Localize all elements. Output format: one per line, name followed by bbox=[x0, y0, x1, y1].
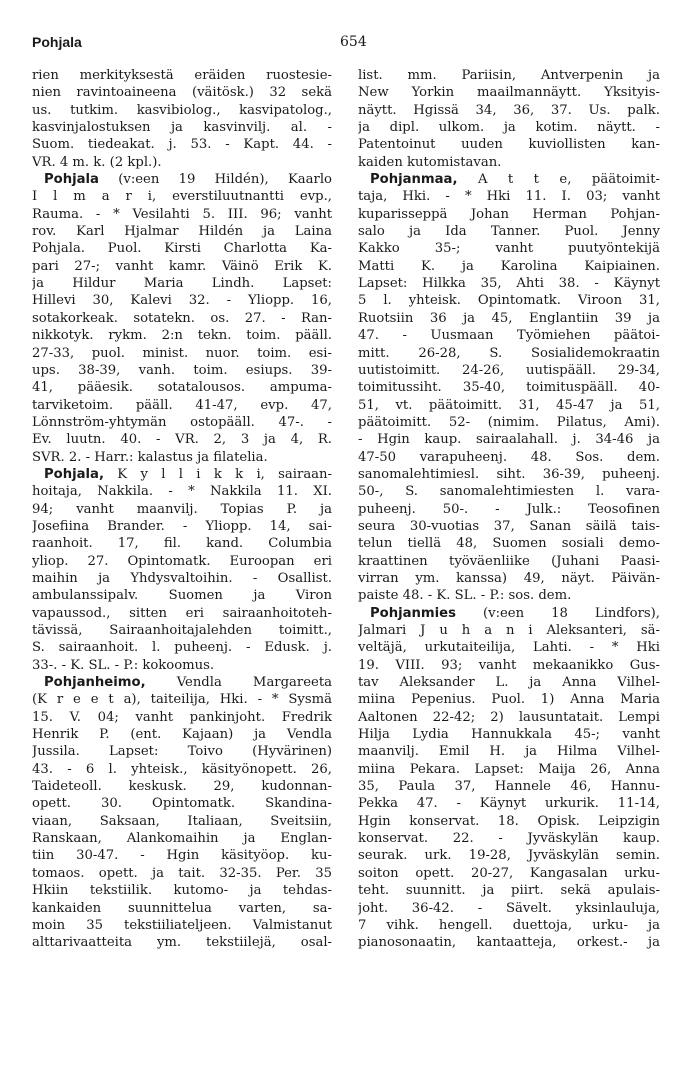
line-text: Lönnström-yhtymän ostopääll. 47-. - bbox=[32, 414, 332, 430]
text-line bbox=[358, 466, 660, 483]
line-text: pianosonaatin, kantaatteja, orkest.- ja bbox=[358, 935, 660, 951]
line-text: telun tiellä 48, Suomen sosiali demo- bbox=[358, 536, 660, 552]
text-line bbox=[32, 743, 332, 760]
line-text: maanvilj. Emil H. ja Hilma Vilhel- bbox=[358, 744, 660, 760]
text-line bbox=[32, 639, 332, 656]
text-line bbox=[32, 813, 332, 830]
text-line bbox=[358, 102, 660, 119]
line-text: kraattinen työväenliike (Juhani Paasi- bbox=[358, 553, 660, 569]
text-line bbox=[32, 362, 332, 379]
line-text: nien ravintoaineena (väitösk.) 32 sekä bbox=[32, 85, 332, 101]
text-line bbox=[358, 813, 660, 830]
text-line bbox=[358, 275, 660, 292]
line-text: vapaussod., sitten eri sairaanhoitoteh- bbox=[32, 605, 332, 621]
line-text: Ev. luutn. 40. - VR. 2, 3 ja 4, R. bbox=[32, 432, 332, 448]
line-text: opett. 30. Opintomatk. Skandina- bbox=[32, 796, 332, 812]
line-text: kaiden kutomistavan. bbox=[358, 154, 502, 170]
text-line bbox=[358, 709, 660, 726]
text-line bbox=[32, 119, 332, 136]
line-text: tiin 30-47. - Hgin käsityöop. ku- bbox=[32, 848, 332, 864]
text-line bbox=[32, 292, 332, 309]
line-text: 41, pääesik. sotatalousos. ampuma- bbox=[32, 380, 332, 396]
text-line bbox=[358, 397, 660, 414]
entry-headword: Pohjanmies bbox=[370, 605, 456, 621]
right-column bbox=[358, 67, 660, 952]
line-text: Jussila. Lapset: Toivo (Hyvärinen) bbox=[32, 744, 332, 760]
text-line bbox=[358, 553, 660, 570]
text-line bbox=[32, 397, 332, 414]
text-line bbox=[32, 553, 332, 570]
text-line bbox=[32, 327, 332, 344]
text-line bbox=[32, 622, 332, 639]
line-text: tav Aleksander L. ja Anna Vilhel- bbox=[358, 675, 660, 691]
text-line bbox=[358, 795, 660, 812]
line-text: Kakko 35-; vanht puutyöntekijä bbox=[358, 241, 660, 257]
line-text: A t t e, päätoimit- bbox=[457, 172, 660, 188]
line-text: salo ja Ida Tanner. Puol. Jenny bbox=[358, 224, 660, 240]
line-text: yliop. 27. Opintomatk. Euroopan eri bbox=[32, 553, 332, 569]
text-line bbox=[358, 67, 660, 84]
line-text: K y l l i k k i, sairaan- bbox=[103, 466, 332, 482]
text-line bbox=[358, 171, 660, 188]
line-text: Ranskaan, Alankomaihin ja Englan- bbox=[32, 831, 332, 847]
text-line bbox=[358, 605, 660, 622]
text-line bbox=[32, 171, 332, 188]
line-text: S. sairaanhoit. l. puheenj. - Edusk. j. bbox=[32, 640, 332, 656]
text-line bbox=[32, 709, 332, 726]
running-head: Pohjala bbox=[32, 34, 82, 50]
text-line bbox=[358, 743, 660, 760]
line-text: Jalmari J u h a n i Aleksanteri, sä- bbox=[358, 623, 660, 638]
text-line bbox=[358, 154, 660, 171]
line-text: sotakorkeak. sotatekn. os. 27. - Ran- bbox=[32, 310, 332, 326]
line-text: Rauma. - * Vesilahti 5. III. 96; vanht bbox=[32, 206, 332, 222]
line-text: virran ym. kanssa) 49, näyt. Päivän- bbox=[358, 570, 660, 586]
line-text: 43. - 6 l. yhteisk., käsityönopett. 26, bbox=[32, 761, 332, 777]
text-line bbox=[358, 830, 660, 847]
line-text: tävissä, Sairaanhoitajalehden toimitt., bbox=[32, 623, 332, 638]
line-text: (v:een 18 Lindfors), bbox=[455, 605, 660, 621]
line-text: Suom. tiedeakat. j. 53. - Kapt. 44. - bbox=[32, 137, 332, 153]
line-text: näytt. Hgissä 34, 36, 37. Us. palk. bbox=[358, 102, 660, 118]
line-text: seurak. urk. 19-28, Jyväskylän semin. bbox=[358, 848, 660, 864]
line-text: SVR. 2. - Harr.: kalastus ja filatelia. bbox=[32, 449, 268, 465]
entry-headword: Pohjala, bbox=[44, 466, 104, 482]
line-text: toimitussiht. 35-40, toimituspääll. 40- bbox=[358, 380, 660, 396]
text-line bbox=[32, 674, 332, 691]
text-line bbox=[358, 570, 660, 587]
text-line bbox=[358, 449, 660, 466]
line-text: 50-, S. sanomalehtimiesten l. vara- bbox=[358, 484, 660, 500]
text-line bbox=[358, 518, 660, 535]
text-line bbox=[32, 223, 332, 240]
line-text: Patentoinut uuden kuviollisten kan- bbox=[358, 137, 660, 153]
line-text: VR. 4 m. k. (2 kpl.). bbox=[32, 154, 162, 170]
text-line bbox=[32, 310, 332, 327]
text-line bbox=[32, 466, 332, 483]
text-line bbox=[32, 726, 332, 743]
text-line bbox=[32, 102, 332, 119]
line-text: Henrik P. (ent. Kajaan) ja Vendla bbox=[32, 727, 332, 743]
line-text: Lapset: Hilkka 35, Ahti 38. - Käynyt bbox=[358, 276, 660, 292]
line-text: sanomalehtimiesl. siht. 36-39, puheenj. bbox=[358, 466, 660, 482]
line-text: Hkiin tekstiilik. kutomo- ja tehdas- bbox=[32, 883, 332, 899]
text-line bbox=[32, 587, 332, 604]
text-line bbox=[32, 431, 332, 448]
line-text: miina Pekara. Lapset: Maija 26, Anna bbox=[358, 761, 660, 777]
text-line bbox=[358, 310, 660, 327]
text-line bbox=[358, 362, 660, 379]
line-text: 15. V. 04; vanht pankinjoht. Fredrik bbox=[32, 709, 332, 725]
text-line bbox=[32, 206, 332, 223]
line-text: alttarivaatteita ym. tekstiilejä, osal- bbox=[32, 935, 332, 951]
text-line bbox=[32, 691, 332, 708]
text-line bbox=[32, 518, 332, 535]
text-line bbox=[32, 240, 332, 257]
line-text: 33-. - K. SL. - P.: kokoomus. bbox=[32, 657, 215, 673]
line-text: 7 vihk. hengell. duettoja, urku- ja bbox=[358, 917, 660, 933]
text-line bbox=[358, 778, 660, 795]
text-line bbox=[32, 917, 332, 934]
line-text: seura 30-vuotias 37, Sanan säilä tais- bbox=[358, 518, 660, 534]
text-line bbox=[358, 345, 660, 362]
line-text: (v:een 19 Hildén), Kaarlo bbox=[98, 172, 332, 188]
text-line bbox=[358, 691, 660, 708]
line-text: ja dipl. ulkom. ja kotim. näytt. - bbox=[358, 120, 660, 136]
line-text: 35, Paula 37, Hannele 46, Hannu- bbox=[358, 779, 660, 795]
text-line bbox=[32, 414, 332, 431]
line-text: paiste 48. - K. SL. - P.: sos. dem. bbox=[358, 588, 572, 604]
text-line bbox=[358, 900, 660, 917]
text-line bbox=[32, 84, 332, 101]
line-text: konservat. 22. - Jyväskylän kaup. bbox=[358, 831, 660, 847]
text-line bbox=[32, 570, 332, 587]
page-number: 654 bbox=[340, 34, 367, 50]
line-text: us. tutkim. kasvibiolog., kasvipatolog., bbox=[32, 102, 332, 118]
text-line bbox=[358, 674, 660, 691]
line-text: soiton opett. 20-27, Kangasalan urku- bbox=[358, 865, 660, 881]
line-text: veltäjä, urkutaiteilija, Lahti. - * Hki bbox=[358, 640, 660, 656]
text-line bbox=[358, 657, 660, 674]
text-line bbox=[358, 119, 660, 136]
line-text: teht. suunnitt. ja piirt. sekä apulais- bbox=[358, 883, 660, 899]
text-line bbox=[32, 605, 332, 622]
text-line bbox=[358, 379, 660, 396]
text-line bbox=[358, 726, 660, 743]
line-text: Aaltonen 22-42; 2) lausuntatait. Lempi bbox=[358, 709, 660, 725]
line-text: pari 27-; vanht kamr. Väinö Erik K. bbox=[32, 258, 332, 274]
text-line bbox=[358, 431, 660, 448]
line-text: 27-33, puol. minist. nuor. toim. esi- bbox=[32, 345, 332, 361]
line-text: joht. 36-42. - Sävelt. yksinlauluja, bbox=[358, 900, 660, 916]
line-text: nikkotyk. rykm. 2:n tekn. toim. pääll. bbox=[32, 328, 332, 344]
line-text: Hgin konservat. 18. Opisk. Leipzigin bbox=[358, 813, 660, 829]
line-text: miina Pepenius. Puol. 1) Anna Maria bbox=[358, 692, 660, 708]
line-text: Pekka 47. - Käynyt urkurik. 11-14, bbox=[358, 796, 660, 812]
text-line bbox=[358, 501, 660, 518]
line-text: 5 l. yhteisk. Opintomatk. Viroon 31, bbox=[358, 293, 660, 309]
text-line bbox=[358, 258, 660, 275]
text-line bbox=[32, 67, 332, 84]
text-line bbox=[32, 900, 332, 917]
text-line bbox=[32, 657, 332, 674]
text-line bbox=[358, 865, 660, 882]
line-text: kasvinjalostuksen ja kasvinvilj. al. - bbox=[32, 120, 332, 136]
left-column bbox=[32, 67, 332, 952]
text-line bbox=[358, 136, 660, 153]
text-line bbox=[358, 483, 660, 500]
text-line bbox=[32, 501, 332, 518]
line-text: 19. VIII. 93; vanht mekaanikko Gus- bbox=[358, 657, 660, 673]
line-text: mitt. 26-28, S. Sosialidemokraatin bbox=[358, 345, 660, 361]
text-line bbox=[32, 882, 332, 899]
line-text: uutistoimitt. 24-26, uutispääll. 29-34, bbox=[358, 362, 660, 378]
text-line bbox=[358, 882, 660, 899]
text-line bbox=[358, 414, 660, 431]
line-text: ja Hildur Maria Lindh. Lapset: bbox=[32, 276, 332, 292]
text-line bbox=[32, 154, 332, 171]
line-text: (K r e e t a), taiteilija, Hki. - * Sysmä bbox=[32, 692, 332, 708]
text-line bbox=[32, 483, 332, 500]
entry-headword: Pohjala bbox=[44, 172, 99, 188]
text-line bbox=[32, 136, 332, 153]
line-text: moin 35 tekstiiliateljeen. Valmistanut bbox=[32, 917, 332, 933]
line-text: Josefiina Brander. - Yliopp. 14, sai- bbox=[32, 518, 332, 534]
line-text: kankaiden suunnittelua varten, sa- bbox=[32, 900, 332, 916]
line-text: rien merkityksestä eräiden ruostesie- bbox=[32, 68, 332, 83]
line-text: 47-50 varapuheenj. 48. Sos. dem. bbox=[358, 449, 660, 465]
page-header bbox=[32, 34, 658, 54]
text-line bbox=[358, 84, 660, 101]
text-line bbox=[358, 761, 660, 778]
text-line bbox=[32, 847, 332, 864]
text-line bbox=[358, 587, 660, 604]
line-text: list. mm. Pariisin, Antverpenin ja bbox=[358, 68, 660, 83]
text-line bbox=[358, 206, 660, 223]
text-line bbox=[32, 934, 332, 951]
line-text: Pohjala. Puol. Kirsti Charlotta Ka- bbox=[32, 241, 332, 257]
text-line bbox=[32, 449, 332, 466]
text-line bbox=[32, 379, 332, 396]
line-text: 94; vanht maanvilj. Topias P. ja bbox=[32, 501, 332, 517]
line-text: tarviketoim. pääll. 41-47, evp. 47, bbox=[32, 397, 332, 413]
text-line bbox=[32, 795, 332, 812]
line-text: kuparisseppä Johan Herman Pohjan- bbox=[358, 206, 660, 222]
line-text: tomaos. opett. ja tait. 32-35. Per. 35 bbox=[32, 865, 332, 881]
line-text: New Yorkin maailmannäytt. Yksityis- bbox=[358, 85, 660, 101]
line-text: 47. - Uusmaan Työmiehen päätoi- bbox=[358, 328, 660, 344]
text-line bbox=[358, 917, 660, 934]
line-text: Hilja Lydia Hannukkala 45-; vanht bbox=[358, 727, 660, 743]
line-text: Vendla Margareeta bbox=[145, 675, 332, 691]
line-text: I l m a r i, everstiluutnantti evp., bbox=[32, 189, 332, 205]
line-text: viaan, Saksaan, Italiaan, Sveitsiin, bbox=[32, 813, 332, 829]
text-line bbox=[358, 240, 660, 257]
text-line bbox=[358, 622, 660, 639]
line-text: puheenj. 50-. - Julk.: Teosofinen bbox=[358, 501, 660, 517]
line-text: raanhoit. 17, fil. kand. Columbia bbox=[32, 536, 332, 552]
line-text: taja, Hki. - * Hki 11. I. 03; vanht bbox=[358, 189, 660, 205]
text-line bbox=[358, 639, 660, 656]
line-text: Ruotsiin 36 ja 45, Englantiin 39 ja bbox=[358, 310, 660, 326]
line-text: ambulanssipalv. Suomen ja Viron bbox=[32, 588, 332, 604]
text-line bbox=[32, 188, 332, 205]
text-line bbox=[358, 847, 660, 864]
text-line bbox=[358, 292, 660, 309]
text-line bbox=[32, 258, 332, 275]
line-text: hoitaja, Nakkila. - * Nakkila 11. XI. bbox=[32, 484, 332, 500]
text-line bbox=[32, 535, 332, 552]
text-line bbox=[32, 275, 332, 292]
line-text: päätoimitt. 52- (nimim. Pilatus, Ami). bbox=[358, 414, 660, 430]
line-text: Matti K. ja Karolina Kaipiainen. bbox=[358, 258, 660, 274]
line-text: Hillevi 30, Kalevi 32. - Yliopp. 16, bbox=[32, 293, 332, 309]
line-text: rov. Karl Hjalmar Hildén ja Laina bbox=[32, 224, 332, 240]
text-line bbox=[32, 865, 332, 882]
text-line bbox=[358, 535, 660, 552]
line-text: - Hgin kaup. sairaalahall. j. 34-46 ja bbox=[358, 432, 660, 448]
line-text: maihin ja Yhdysvaltoihin. - Osallist. bbox=[32, 570, 332, 586]
entry-headword: Pohjanheimo, bbox=[44, 675, 146, 691]
text-line bbox=[32, 830, 332, 847]
text-line bbox=[32, 345, 332, 362]
text-line bbox=[32, 761, 332, 778]
text-line bbox=[358, 934, 660, 951]
line-text: Taideteoll. keskusk. 29, kudonnan- bbox=[32, 779, 332, 795]
text-line bbox=[32, 778, 332, 795]
text-line bbox=[358, 223, 660, 240]
line-text: 51, vt. päätoimitt. 31, 45-47 ja 51, bbox=[358, 397, 660, 413]
line-text: ups. 38-39, vanh. toim. esiups. 39- bbox=[32, 362, 332, 378]
entry-headword: Pohjanmaa, bbox=[370, 172, 458, 188]
text-line bbox=[358, 327, 660, 344]
text-line bbox=[358, 188, 660, 205]
